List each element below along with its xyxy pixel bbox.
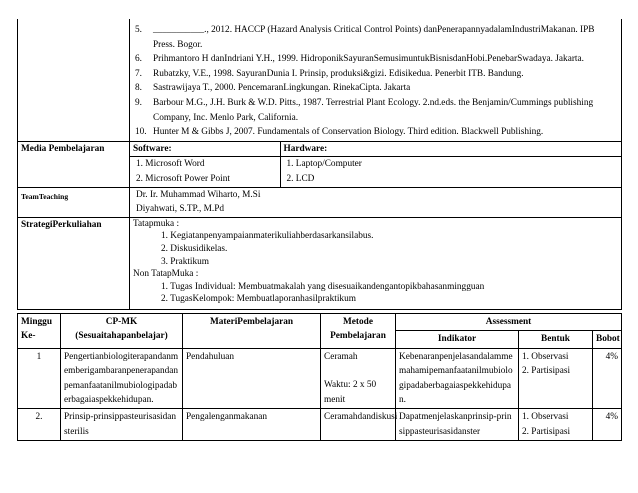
software-item: 1. Microsoft Word — [136, 159, 205, 170]
table-row — [18, 348, 622, 409]
row-cpmk: Prinsip-prinsippasteurisasidansterilis — [61, 409, 183, 441]
team-members — [130, 187, 622, 217]
hardware-item: 2. LCD — [286, 173, 315, 184]
media-label: Media Pembelajaran — [18, 141, 130, 187]
reference-item: 10. Hunter M & Gibbs J, 2007. Fundamentals of Conservation Biology. Third edition. Blackwell Publishing. — [135, 127, 544, 138]
software-list — [130, 157, 280, 187]
reference-item: 9. Barbour M.G., J.H. Burk & W.D. Pitts., 1987. Terrestrial Plant Ecology. 2.nd.eds. the Benjamin/Cummings publishing Company, Inc. Menlo Park, California. — [135, 97, 594, 123]
non-tatap-heading: Non TatapMuka : — [133, 269, 199, 280]
reference-item: 8. Sastrawijaya T., 2000. PencemaranLingkungan. RinekaCipta. Jakarta — [135, 83, 411, 94]
row-minggu: 2. — [18, 409, 61, 441]
metode-method: Ceramah — [324, 351, 358, 362]
table-row — [18, 409, 622, 441]
software-heading: Software: — [130, 142, 280, 157]
tatap-item: 1. Kegiatanpenyampaianmaterikuliahberdasarkansilabus. — [161, 231, 374, 242]
media-row — [18, 141, 622, 187]
team-member: Dr. Ir. Muhammad Wiharto, M.Si — [136, 189, 261, 200]
tatap-item: 3. Praktikum — [161, 256, 210, 267]
row-metode — [321, 348, 396, 409]
tatap-item: 2. Diskusidikelas. — [161, 243, 228, 254]
row-indikator: Dapatmenjelaskanprinsip-prinsippasteurisasidanster — [396, 409, 519, 441]
header-cpmk-title: CP-MK — [105, 317, 138, 327]
non-tatap-item: 1. Tugas Individual: Membuatmakalah yang disesuaikandengantopikbahasanmingguan — [161, 281, 485, 292]
hardware-list — [280, 157, 621, 187]
header-assessment: Assessment — [396, 314, 622, 331]
references-row — [18, 19, 622, 141]
header-cpmk — [61, 314, 183, 349]
hardware-item: 1. Laptop/Computer — [286, 159, 362, 170]
header-bentuk: Bentuk — [519, 331, 593, 348]
references-cell — [130, 19, 622, 141]
non-tatap-item: 2. TugasKelompok: Membuatlaporanhasilpraktikum — [161, 294, 356, 305]
reference-item: 6. Prihmantoro H danIndriani Y.H., 1999. HidroponikSayuranSemusimuntukBisnisdanHobi.PenebarSwadaya. Jakarta. — [135, 54, 584, 65]
strategy-label: StrategiPerkuliahan — [18, 217, 130, 309]
header-minggu: Minggu Ke- — [18, 314, 61, 349]
metode-method: Ceramahdandiskusi — [324, 412, 398, 423]
media-cell — [130, 141, 622, 187]
strategy-cell — [130, 217, 622, 309]
bentuk-item: 2. Partisipasi — [522, 366, 571, 377]
reference-item: 7. Rubatzky, V.E., 1998. SayuranDunia I. Prinsip, produksi&gizi. Edisikedua. Penerbit ITB. Bandung. — [135, 68, 524, 79]
hardware-heading: Hardware: — [280, 142, 621, 157]
row-bobot: 4% — [593, 409, 622, 441]
course-info-table — [17, 19, 622, 310]
strategy-row — [18, 217, 622, 309]
header-indikator: Indikator — [396, 331, 519, 348]
metode-time: Waktu: 2 x 50 menit — [324, 380, 377, 405]
software-item: 2. Microsoft Power Point — [136, 173, 230, 184]
schedule-table — [17, 313, 622, 441]
row-metode — [321, 409, 396, 441]
header-materi: MateriPembelajaran — [183, 314, 321, 349]
schedule-header-row — [18, 314, 622, 331]
bentuk-item: 2. Partisipasi — [522, 426, 571, 437]
row-materi: Pengalenganmakanan — [183, 409, 321, 441]
media-inner-table — [130, 142, 621, 187]
row-cpmk: Pengertianbiologiterapandanmemberigambaranpenerapandanpemanfaatanilmubiologipadaberbagaiaspekkehidupan. — [61, 348, 183, 409]
reference-item: 5. ___________., 2012. HACCP (Hazard Analysis Critical Control Points) danPenerapannyadalamIndustriMakanan. IPB Press. Bogor. — [135, 25, 595, 50]
header-bobot: Bobot — [593, 331, 622, 348]
bentuk-item: 1. Observasi — [522, 412, 569, 423]
team-label: TeamTeaching — [18, 187, 130, 217]
header-metode: Metode Pembelajaran — [321, 314, 396, 349]
row-minggu: 1 — [18, 348, 61, 409]
team-row — [18, 187, 622, 217]
row-materi: Pendahuluan — [183, 348, 321, 409]
tatap-heading: Tatapmuka : — [133, 218, 180, 229]
team-member: Diyahwati, S.TP., M.Pd — [136, 204, 225, 215]
row-bobot: 4% — [593, 348, 622, 409]
reference-list — [133, 23, 618, 140]
row-bentuk — [519, 409, 593, 441]
header-cpmk-subtitle: (Sesuaitahapanbelajar) — [75, 331, 168, 342]
row-indikator: Kebenaranpenjelasandalammemahamipemanfaatanilmubiologipadaberbagaiaspekkehidupan. — [396, 348, 519, 409]
row-bentuk — [519, 348, 593, 409]
bentuk-item: 1. Observasi — [522, 351, 569, 362]
